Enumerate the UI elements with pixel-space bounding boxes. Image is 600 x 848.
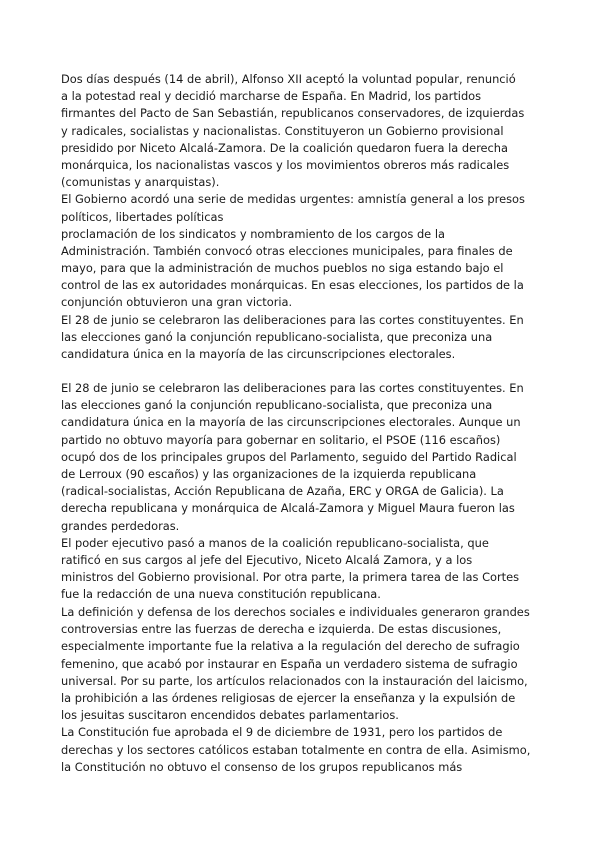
text-line: presidido por Niceto Alcalá-Zamora. De la coalición quedaron fuera la derecha [61, 140, 508, 155]
text-line: ratificó en sus cargos al jefe del Ejecutivo, Niceto Alcalá Zamora, y a los [61, 552, 473, 567]
text-line: a la potestad real y decidió marcharse de España. En Madrid, los partidos [61, 89, 482, 104]
text-line: políticos, libertades políticas [61, 209, 224, 224]
text-line: El 28 de junio se celebraron las deliberaciones para las cortes constituyentes. En [61, 381, 524, 395]
text-line: la Constitución no obtuvo el consenso de los grupos republicanos más [61, 759, 463, 774]
text-line: firmantes del Pacto de San Sebastián, republicanos conservadores, de izquierdas [61, 106, 525, 121]
text-line: y radicales, socialistas y nacionalistas. Constituyeron un Gobierno provisional [61, 123, 504, 138]
paragraph-block-1 [61, 71, 541, 363]
text-line: partido no obtuvo mayoría para gobernar en solitario, el PSOE (116 escaños) [61, 432, 501, 447]
text-line: candidatura única en la mayoría de las circunscripciones electorales. Aunque un [61, 415, 521, 430]
paragraph-block-2 [61, 380, 541, 603]
text-line: Administración. También convocó otras elecciones municipales, para finales de [61, 243, 513, 258]
text-line: El poder ejecutivo pasó a manos de la coalición republicano-socialista, que [61, 535, 489, 550]
text-line: El Gobierno acordó una serie de medidas urgentes: amnistía general a los presos [61, 192, 525, 207]
text-line: las elecciones ganó la conjunción republicano-socialista, que preconiza una [61, 398, 493, 413]
text-line: las elecciones ganó la conjunción republicano-socialista, que preconiza una [61, 329, 493, 344]
text-line: (radical-socialistas, Acción Republicana de Azaña, ERC y ORGA de Galicia). La [61, 484, 504, 499]
text-line: control de las ex autoridades monárquicas. En esas elecciones, los partidos de la [61, 278, 524, 293]
text-line: ministros del Gobierno provisional. Por otra parte, la primera tarea de las Cortes [61, 570, 520, 585]
text-line: derechas y los sectores católicos estaban totalmente en contra de ella. Asimismo, [61, 742, 531, 757]
text-line: El 28 de junio se celebraron las deliberaciones para las cortes constituyentes. En [61, 312, 524, 327]
text-line: controversias entre las fuerzas de derecha e izquierda. De estas discusiones, [61, 622, 502, 637]
text-line: femenino, que acabó por instaurar en España un verdadero sistema de sufragio [61, 656, 518, 671]
text-line: Dos días después (14 de abril), Alfonso XII aceptó la voluntad popular, renunció [61, 72, 516, 86]
text-line: derecha republicana y monárquica de Alcalá-Zamora y Miguel Maura fueron las [61, 501, 515, 516]
text-line: universal. Por su parte, los artículos relacionados con la instauración del laicismo, [61, 673, 528, 688]
text-line: de Lerroux (90 escaños) y las organizaciones de la izquierda republicana [61, 466, 477, 481]
text-line: proclamación de los sindicatos y nombramiento de los cargos de la [61, 226, 445, 241]
text-line: especialmente importante fue la relativa a la regulación del derecho de sufragio [61, 639, 520, 654]
text-line: conjunción obtuvieron una gran victoria. [61, 295, 293, 310]
text-line: La Constitución fue aprobada el 9 de diciembre de 1931, pero los partidos de [61, 725, 503, 740]
text-line: los jesuitas suscitaron encendidos debates parlamentarios. [61, 708, 399, 723]
text-line: ocupó dos de los principales grupos del Parlamento, seguido del Partido Radical [61, 449, 517, 464]
text-line: La definición y defensa de los derechos sociales e individuales generaron grandes [61, 605, 530, 619]
paragraph-block-3 [61, 604, 541, 776]
text-line: candidatura única en la mayoría de las circunscripciones electorales. [61, 347, 456, 361]
text-line: (comunistas y anarquistas). [61, 175, 220, 190]
text-line: la prohibición a las órdenes religiosas de ejercer la enseñanza y la expulsión de [61, 690, 516, 705]
text-line: grandes perdedoras. [61, 518, 180, 533]
text-line: fue la redacción de una nueva constitución republicana. [61, 587, 381, 602]
text-line: mayo, para que la administración de muchos pueblos no siga estando bajo el [61, 261, 504, 276]
text-line: monárquica, los nacionalistas vascos y los movimientos obreros más radicales [61, 157, 510, 172]
